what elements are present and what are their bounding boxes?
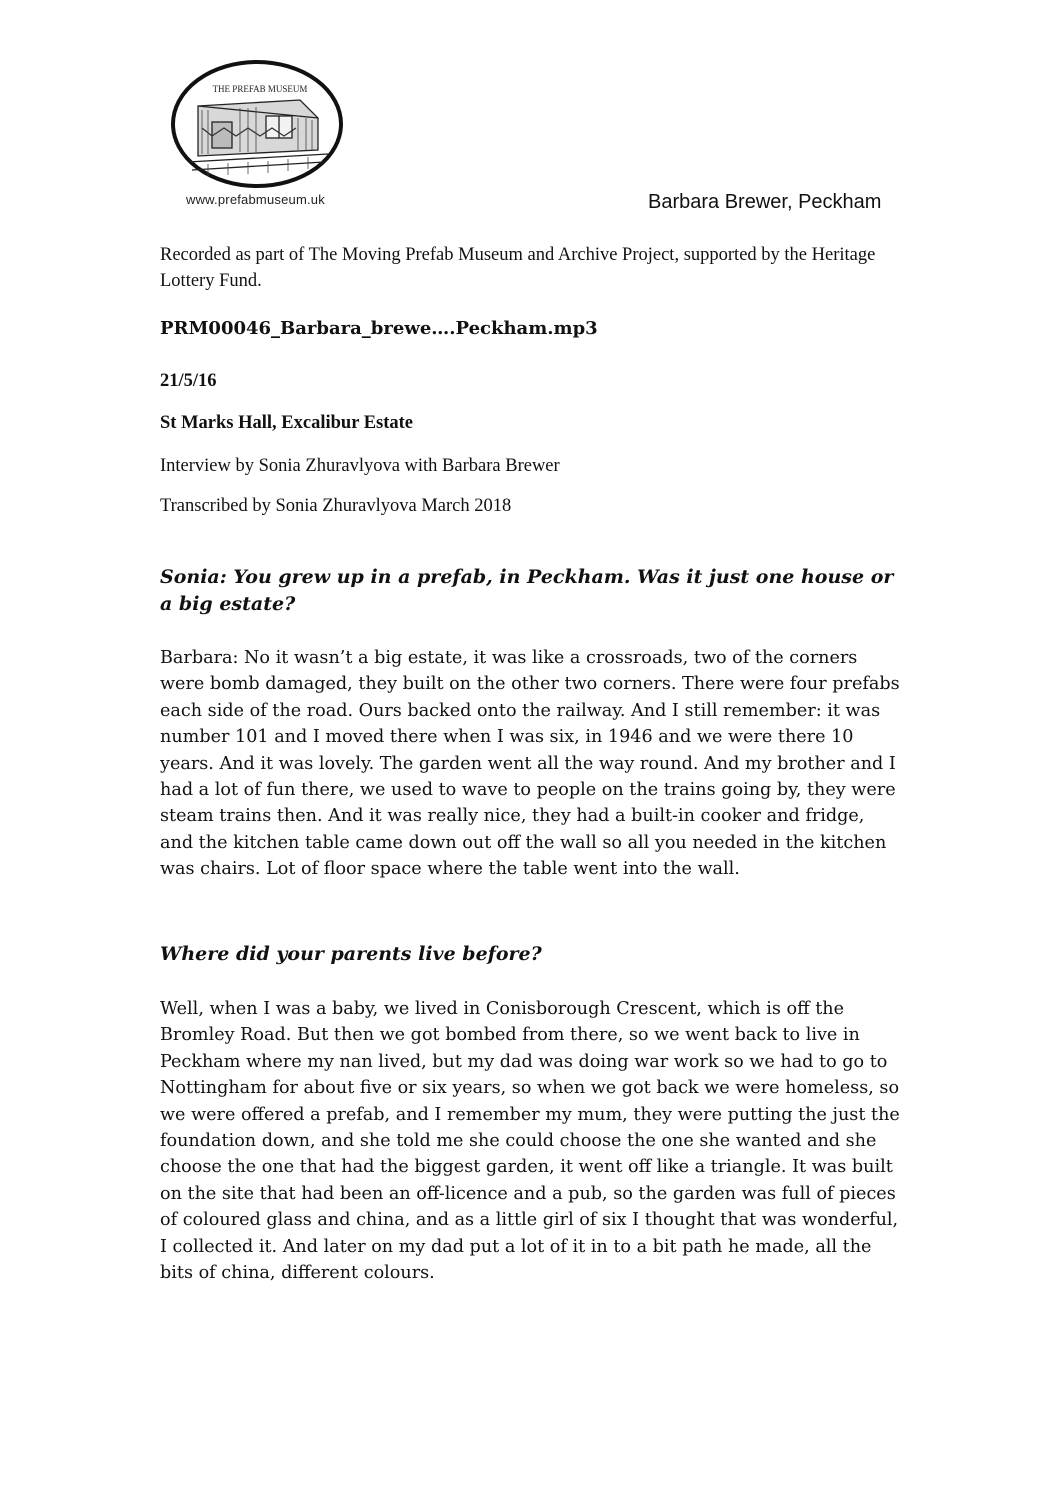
header-interviewee: Barbara Brewer, Peckham [648,191,882,213]
logo-url: www.prefabmuseum.uk [186,192,325,207]
question-1: Sonia: You grew up in a prefab, in Peckham. Was it just one house or a big estate? [160,566,894,615]
recording-date: 21/5/16 [160,371,217,391]
answer-2: Well, when I was a baby, we lived in Conisborough Crescent, which is off the Bromley Road. But then we got bombed from there, so we went back to live in Peckham where my nan lived, but my dad was doing war work so we had to go to Nottingham for about five or six years, so when we got back we were homeless, so we were offered a prefab, and I remember my mum, they were putting the just the foundation down, and she told me she could choose the one she wanted and she choose the one that had the biggest garden, it went off like a triangle. It was built on the site that had been an off-licence and a pub, so the garden was full of pieces of coloured glass and china, and as a little girl of six I thought that was wonderful, I collected it. And later on my dad put a lot of it in to a bit path he made, all the bits of china, different colours. [160,999,900,1284]
answer-1: Barbara: No it wasn’t a big estate, it was like a crossroads, two of the corners were bomb damaged, they built on the other two corners. There were four prefabs each side of the road. Ours backed onto the railway. And I still remember: it was number 101 and I moved there when I was six, in 1946 and we were there 10 years. And it was lovely. The garden went all the way round. And my brother and I had a lot of fun there, we used to wave to people on the trains going by, they were steam trains then. And it was really nice, they had a built-in cooker and fridge, and the kitchen table came down out off the wall so all you needed in the kitchen was chairs. Lot of floor space where the table went into the wall. [160,648,900,880]
intro-paragraph: Recorded as part of The Moving Prefab Museum and Archive Project, supported by the Heritage Lottery Fund. [160,245,876,291]
audio-file-title: PRM00046_Barbara_brewe….Peckham.mp3 [160,318,598,339]
logo-label: THE PREFAB MUSEUM [212,84,308,94]
question-2: Where did your parents live before? [160,943,542,965]
interview-credit: Interview by Sonia Zhuravlyova with Barbara Brewer [160,456,560,476]
transcription-credit: Transcribed by Sonia Zhuravlyova March 2018 [160,496,512,516]
recording-place: St Marks Hall, Excalibur Estate [160,413,414,433]
